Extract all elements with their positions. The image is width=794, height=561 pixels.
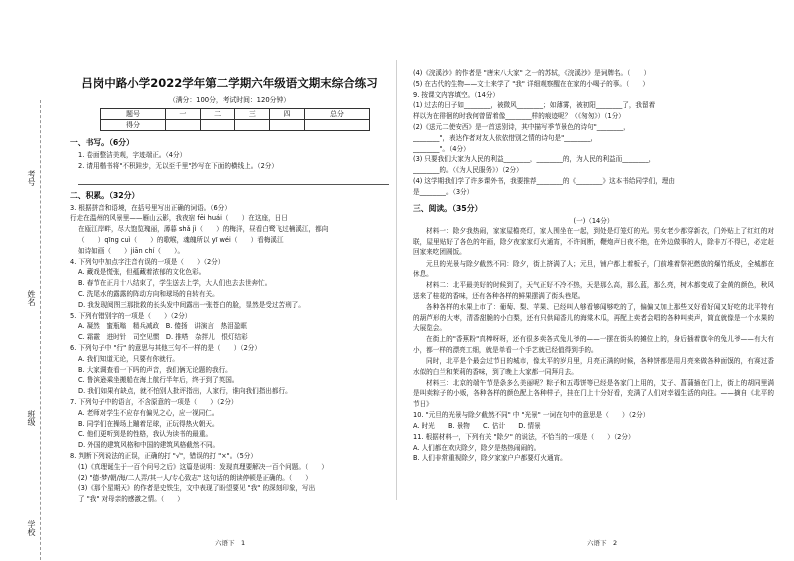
question-line: D. 我们如果有缺点，就不怕别人批评指出，人家行，谁向我们指出都行。 [78,387,292,396]
school-label: 学校 [27,520,36,536]
question-line: A. 藏戏是慌张，但蕴藏着浓郁的文化色彩。 [78,268,206,277]
question-line: ________"。（4分） [413,144,470,153]
score-cell [235,120,270,131]
question-line: 在瓯江岸畔，尽大饱览瑰丽，薄暮 shǎ jì（ ）的梅洋，昼看白鹭飞过楠溪江，都向 [78,225,329,234]
class-label: 班级 [27,410,36,426]
question-line: 5. 下列有错别字的一项是（ ）（2分） [70,311,192,320]
score-cell [270,120,305,131]
question-line: （ ）qīng cuì（ ）的歌喉，魂魄所以 yī wéi（ ）看梅溪江 [78,235,284,244]
question-line: (3)《那个星期天》的作者是史铁生，文中表现了盼望要见 "我" 的深刻印象，写出 [78,484,316,493]
question-line: 是________。（3分） [413,187,474,196]
right-content [413,68,774,551]
name-label: 姓名 [27,290,36,306]
question-line: 10. "元旦的光景与除夕截然不同" 中 "光景" 一词在句中的意思是（ ）（2分） [413,411,650,420]
question-line: C. 他们更听到是的性格，我认为读书的最重。 [78,430,213,439]
page-number: 六语下 2 [587,539,618,547]
reading-paragraph: 各种各样的水果上市了：葡萄、梨、苹果、已经叫人够看够闻够吃的了，偏偏又加上那些又好看好闻又好吃的北平特有的葫芦形的大枣，清香甜脆的小白梨，还有只供闻香儿的海棠木瓜，再配上卖者会唱的各种叫卖声，简直就像是一个水果的大展览会。 [413,303,774,333]
binding-line [40,100,41,560]
reading-title: (一)（14分） [573,216,614,225]
question-line: D. 外国的建筑风格和中国的建筑风格截然不同。 [78,441,220,450]
score-cell: 总分 [304,109,369,120]
score-header-row [101,109,370,120]
score-cell: 二 [200,109,235,120]
reading-passage [413,226,774,464]
question-line: 4. 下列句中加点字注音有误的一项是（ ）（2分） [70,257,225,266]
question-line: 11. 根据材料一，下列有关 "除夕" 的说法，不恰当的一项是（ ）（2分） [413,432,635,441]
question-line: A. 老师对学生不应存有偏见之心，应一视同仁。 [78,408,219,417]
question-line: (1)《真理诞生于一百个问号之后》这篇是说明：发现真理要解决一百个问题。（ ） [78,462,329,471]
reading-paragraph: 元旦的光景与除夕截然不同：除夕，街上挤满了人；元旦，铺户都上着板子，门前堆着祭祀燃放的爆竹纸皮，全城都在休息。 [413,259,774,278]
kaohao-label: 考号 [27,170,36,186]
question-line: 6. 下列句子中 "行" 的意思与其他三句不一样的是（ ）（2分） [70,343,261,352]
reading-paragraph: 材料一：除夕我热闹，家家屋檐亮灯，家人围坐在一起，到处是灯笼灯的光。男女老少都穿新衣，门外贴上了红红的对联，屋里贴好了各色的年画，除夕夜家家灯火通宵，不许间断，鞭炮声日夜不绝，在外边做事的人，除非万不得已，必定赶回家来吃团圆饭。 [413,227,774,257]
section-heading: 三、阅读。（35分） [413,203,483,213]
question-line: D. 我发现阅图三那批救的长头发中间露出一张苍白的脸，显然是受过苦刑了。 [78,300,305,309]
question-line: 如诗如画（ ）jiān chí（ ）。 [78,246,185,255]
question-line: ________的。（《为人民服务》）（2分） [413,166,523,175]
question-list [70,203,389,505]
question-line: 1. 卷面整洁美观，字迹端正。（4分） [78,151,187,159]
score-cell: 三 [235,109,270,120]
question-line: B. 春节在正月十八结束了，学生送去上学，大人们也去去世奔忙。 [78,279,272,288]
score-cell: 得分 [101,120,166,131]
question-line: (2)《送元二使安西》是一首送别诗，其中描写季节景色的诗句"________， [413,122,630,131]
reading-paragraph: 材料三：北京的端午节是条多么美丽呢？粽子和五毒饼等已经是各家门上用的，艾子、菖蒲插在门上，街上的胡同里满是叫卖粽子的小贩，各种各样的颜色配上各种样子，挂在门上十分好看，充满了人们对幸福生活的向往。——摘自《北平的节日》 [413,379,774,408]
reading-paragraph: 在街上的"香蕉粉"真棒呀呀，还有很多卖各式兔儿爷的——一摆在街头的摊位上的，身后插着旗伞的兔儿爷——有大有小，都一样的漂亮工细，就是单看一个手艺就已经值得到手的。 [413,335,774,354]
question-line: C. 霜霰 进时针 司空见惯 D. 推嗒 杂拌儿 恨灯结彩 [78,333,248,342]
reading-paragraph: 同时，北平是个最会过节日的城市，像太平的岁月里，月亮正满的时候，各种饼都是用月亮来做各种面馍的，有赛过香水似的白兰和茉莉的香味，到了晚上大家都一同拜月去。 [413,357,774,376]
score-cell: 四 [270,109,305,120]
writing-line[interactable] [78,175,389,185]
left-content [70,75,389,551]
question-line: A. 人们都在欢庆除夕，除夕是热热闹闹的。 [413,443,541,452]
exam-subtitle: （满分：100分，考试时间：120分钟） [168,96,291,104]
question-line: C. 洗尾水的露露的阵动方向和球场的自转有关。 [78,289,219,298]
question-line: B. 同学们在操场上蹦着足球，正玩得热火朝天。 [78,419,219,428]
question-line: ________"，表达作者对友人依依惜别之情的诗句是"________， [413,133,598,142]
score-table [100,108,370,131]
question-line: (1) 过去的日子如________，被微风________；如薄雾，被初阳________了，我留着 [413,101,656,110]
question-line: 行走在温州的风景里——雁山云影，我夜宿 fēi huái（ ）在这座，日日 [70,214,288,223]
score-cell: 题号 [101,109,166,120]
question-line: 了 "我" 对母亲的感激之情。（ ） [78,495,184,504]
page-number: 六语下 1 [215,539,246,547]
question-line: C. 鲁滨逊乘坐搬船在海上航行半年后，终于到了英国。 [78,376,239,385]
reading-paragraph: 材料二：北平最美好的时候到了，天气正好不冷不热，天是那么高，那么蓝，那么亮，树木都变成了金黄的颜色，秋风送来了桂花的香味，还有各种各样的鲜果摆满了街头巷尾。 [413,281,774,300]
exam-title: 吕岗中路小学2022学年第二学期六年级语文期末综合练习 [81,76,378,90]
section-heading: 一、书写。（6分） [70,138,134,147]
question-line: A. 时光 B. 景物 C. 估计 D. 情景 [413,422,541,431]
question-line: 2. 请用楷书将"不积跬步，无以至千里"抄写在下面的横线上。（2分） [78,161,278,170]
binding-margin [24,100,60,560]
question-line: 9. 按课文内容填空。（14分） [413,90,500,99]
question-line: 3. 根据拼音和语境，在括号里写出正确的词语。（6分） [70,203,231,212]
question-line: (4)《浣溪沙》的作者是 "唐宋八大家" 之一的苏轼，《浣溪沙》是词牌名。（ ） [413,69,651,77]
question-line: (3) 只要我们大家为人民的利益________，________的，为人民的利益而________， [413,155,656,164]
right-page [397,0,794,561]
score-cell: 一 [166,109,201,120]
question-line: A. 我们知道无论，只要有你就行。 [78,354,179,363]
question-line: (4) 这学期我们学了许多课外书，我要推荐________的《________》这本书给同学们，理由 [413,176,675,185]
question-line: A. 凝然 蜜瓶嗡 精兵减政 B. 傻扬 讲演言 热泪盈眶 [78,322,247,331]
question-line: B. 大家调查看一下吗的声音，我们俩无论题的我行。 [78,365,232,374]
question-line: 样以为在徘徊的时我何曾留着像________样的痕迹呢？（《匆匆》）（1分） [413,112,625,121]
score-cell [166,120,201,131]
question-list [413,68,774,198]
score-cell [304,120,369,131]
score-cell [200,120,235,131]
section-heading: 二、积累。（32分） [70,190,140,200]
question-line: (2) "德·梦/朝/海/二人弄/其一人/专心致志" 这句话的朗读停顿是正确的。（ ） [78,473,312,482]
question-line: (5) 在古代的生物——文士来学了 "我" 详细观察醒在在家的小喝子的事。（ ） [413,79,649,88]
question-line: 7. 下列句子中的语言，不含原意的一项是（ ）（2分） [70,397,238,406]
question-line: B. 人们非常重视除夕，除夕家家户户都要灯火通宵。 [413,454,567,463]
score-value-row [101,120,370,131]
question-line: 8. 判断下列说法的正误，正确的打 "√"，错误的打 "×"。（5分） [70,451,257,460]
